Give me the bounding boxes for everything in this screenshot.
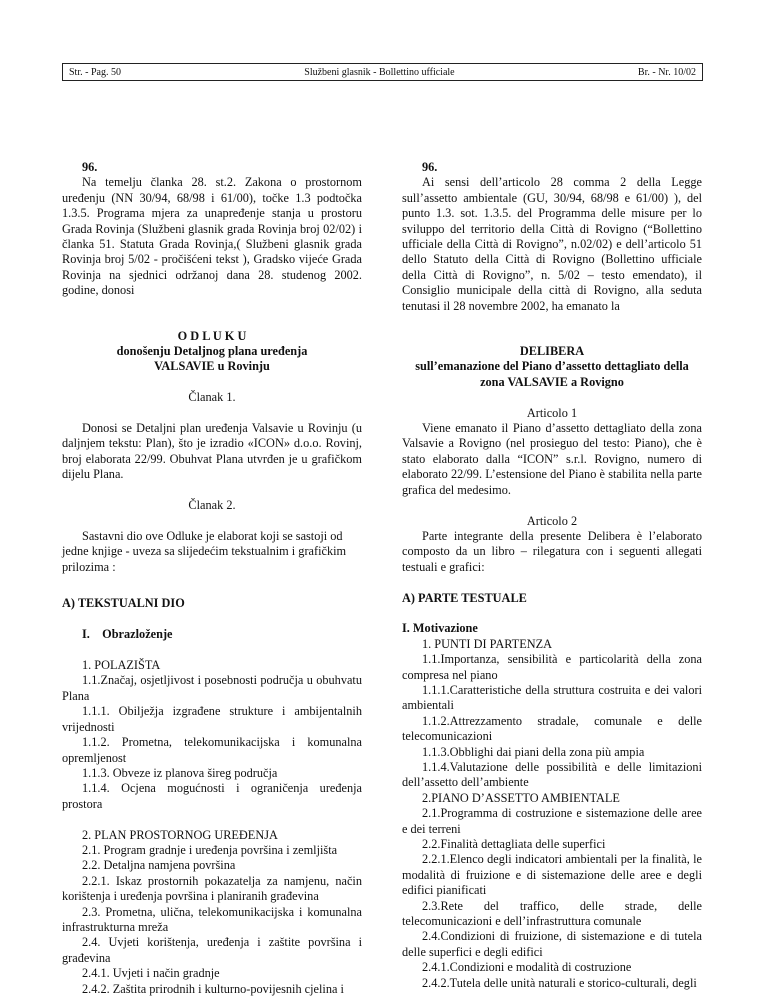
hr-article-1-text: Donosi se Detaljni plan uređenja Valsavie u Rovinju (u daljnjem tekstu: Plan), što je izradio «ICON» d.o.o. Rovinj, broj elaborata 22/99. Obuhvat Plana utvrđen je u grafičkom dijelu Plana. [62,421,362,482]
hr-subtitle-1: donošenju Detaljnog plana uređenja [116,344,308,359]
toc-item: 2.2.Finalità dettagliata delle superfici [422,837,606,851]
it-subtitle-1: sull’emanazione del Piano d’assetto dettagliato della [415,359,689,374]
hr-article-2-text: Sastavni dio ove Odluke je elaborat koji se sastoji od jedne knjige - uveza sa slijedećim tekstualnim i grafičkim prilozima : [62,528,347,574]
toc-item: 1.1.Importanza, sensibilità e particolarità della zona compresa nel piano [402,652,702,682]
hr-item-number: 96. [82,160,98,174]
toc-item: 2.4.2. Zaštita prirodnih i kulturno-povijesnih cjelina i [82,981,344,996]
toc-item: 2.1.Programma di costruzione e sistemazione delle aree e dei terreni [402,806,702,836]
toc-item: 2.2.1.Elenco degli indicatori ambientali per la finalità, le modalità di fruizione e di sistemazione delle aree e degli edifici pianificati [402,852,702,898]
hr-section-heading: A) TEKSTUALNI DIO [62,596,185,611]
toc-item: 1.1.2. Prometna, telekomunikacijska i komunalna opremljenost [62,735,362,765]
toc-item: 1.1.Značaj, osjetljivost i posebnosti područja u obuhvatu Plana [62,673,362,703]
publication-title: Službeni glasnik - Bollettino ufficiale [304,66,455,78]
toc-item: 2.4.2.Tutela delle unità naturali e storico-culturali, degli [422,975,697,990]
toc-item: 2.3. Prometna, ulična, telekomunikacijska i komunalna infrastrukturna mreža [62,904,362,934]
it-section-heading: A) PARTE TESTUALE [402,590,527,605]
it-article-2-heading: Articolo 2 [526,513,578,528]
croatian-column [62,160,362,997]
toc-item: 1.1.4.Valutazione delle possibilità e delle limitazioni dell’assetto dell’ambiente [402,759,702,790]
page-number: Str. - Pag. 50 [69,66,121,78]
toc-item: 1. PUNTI DI PARTENZA [422,636,552,651]
hr-intro: Na temelju članka 28. st.2. Zakona o prostornom uređenju (NN 30/94, 68/98 i 61/00), točke 1.3 podtočka 1.3.5. Programa mjera za unapređenje stanja u prostoru Grada Rovinja (Službeni glasnik grada Rovinja broj 02/02) i članka 51. Statuta Grada Rovinja,( Službeni glasnik grada Rovinja broj 5/02 - pročišćeni tekst ), Gradsko vijeće Grada Rovinja na sjednici održanoj dana 28. studenog 2002. godine, donosi [62,175,362,298]
issue-number: Br. - Nr. 10/02 [637,66,696,78]
toc-item: 2. PLAN PROSTORNOG UREĐENJA [82,827,278,842]
hr-article-2-heading: Članak 2. [188,498,236,513]
hr-part-heading: I. Obrazloženje [82,627,173,642]
toc-item: 1.1.2.Attrezzamento stradale, comunale e delle telecomunicazioni [402,713,702,744]
it-article-1-heading: Articolo 1 [526,405,578,420]
italian-column [402,160,702,991]
toc-item: 1.1.1. Obilježja izgrađene strukture i ambijentalnih vrijednosti [62,704,362,734]
toc-item: 2.4.Condizioni di fruizione, di sistemazione e di tutela delle superfici e degli edifici [402,929,702,959]
it-part-heading: I. Motivazione [402,621,478,636]
toc-item: 1.1.1.Caratteristiche della struttura costruita e dei valori ambientali [402,682,702,713]
toc-item: 2.3.Rete del traffico, delle strade, delle telecomunicazioni e dell’infrastruttura comunale [402,898,702,929]
toc-item: 2.1. Program gradnje i uređenja površina i zemljišta [82,842,338,857]
it-article-1-text: Viene emanato il Piano d’assetto dettagliato della zona Valsavie a Rovigno (nel prosieguo del testo: Piano), che è stato elaborato dalla “ICON” s.r.l. Rovigno, numero di elaborato 22/99. L’estensione del Piano è stabilita nella parte grafica del medesimo. [402,421,702,497]
toc-item: 2.PIANO D’ASSETTO AMBIENTALE [422,790,620,805]
toc-item: 1.1.3. Obveze iz planova šireg područja [82,765,278,780]
toc-item: 2.2.1. Iskaz prostornih pokazatelja za namjenu, način korištenja i uređenja površina i planiranih građevina [62,873,362,904]
toc-item: 1. POLAZIŠTA [82,658,161,673]
it-contents [402,637,702,991]
toc-item: 2.4.1.Condizioni e modalità di costruzione [422,960,632,975]
it-item-number: 96. [422,160,438,174]
toc-item: 1.1.3.Obblighi dai piani della zona più ampia [422,744,645,759]
toc-item: 2.4.1. Uvjeti i način gradnje [82,966,220,981]
page-header [62,63,703,81]
hr-contents-1 [62,658,362,812]
it-article-2-text: Parte integrante della presente Delibera è l’elaborato composto da un libro – rilegatura con i seguenti allegati testuali e grafici: [402,528,702,574]
hr-subtitle-2: VALSAVIE u Rovinju [154,359,270,374]
hr-contents-2 [62,828,362,997]
it-intro: Ai sensi dell’articolo 28 comma 2 della Legge sull’assetto ambientale (GU, 30/94, 68/98 e 61/00) ), del punto 1.3. sot. 1.3.5. del Programma delle misure per lo sviluppo del territorio della Città di Rovigno (“Bollettino ufficiale della Città di Rovigno”, n.02/02) e dell’articolo 51 dello Statuto della Città di Rovigno (Bollettino ufficiale della Città di Rovigno”, n. 5/02 – testo emendato), il Consiglio municipale della città di Rovigno, alla seduta tenutasi il 28 novembre 2002, ha emanato la [402,175,702,313]
toc-item: 2.4. Uvjeti korištenja, uređenja i zaštite površina i građevina [62,935,362,965]
toc-item: 2.2. Detaljna namjena površina [82,858,236,873]
hr-title: O D L U K U [177,328,247,343]
hr-article-1-heading: Članak 1. [188,390,236,405]
it-title: DELIBERA [519,344,585,359]
it-subtitle-2: zona VALSAVIE a Rovigno [480,374,624,389]
toc-item: 1.1.4. Ocjena mogućnosti i ograničenja uređenja prostora [62,781,362,811]
